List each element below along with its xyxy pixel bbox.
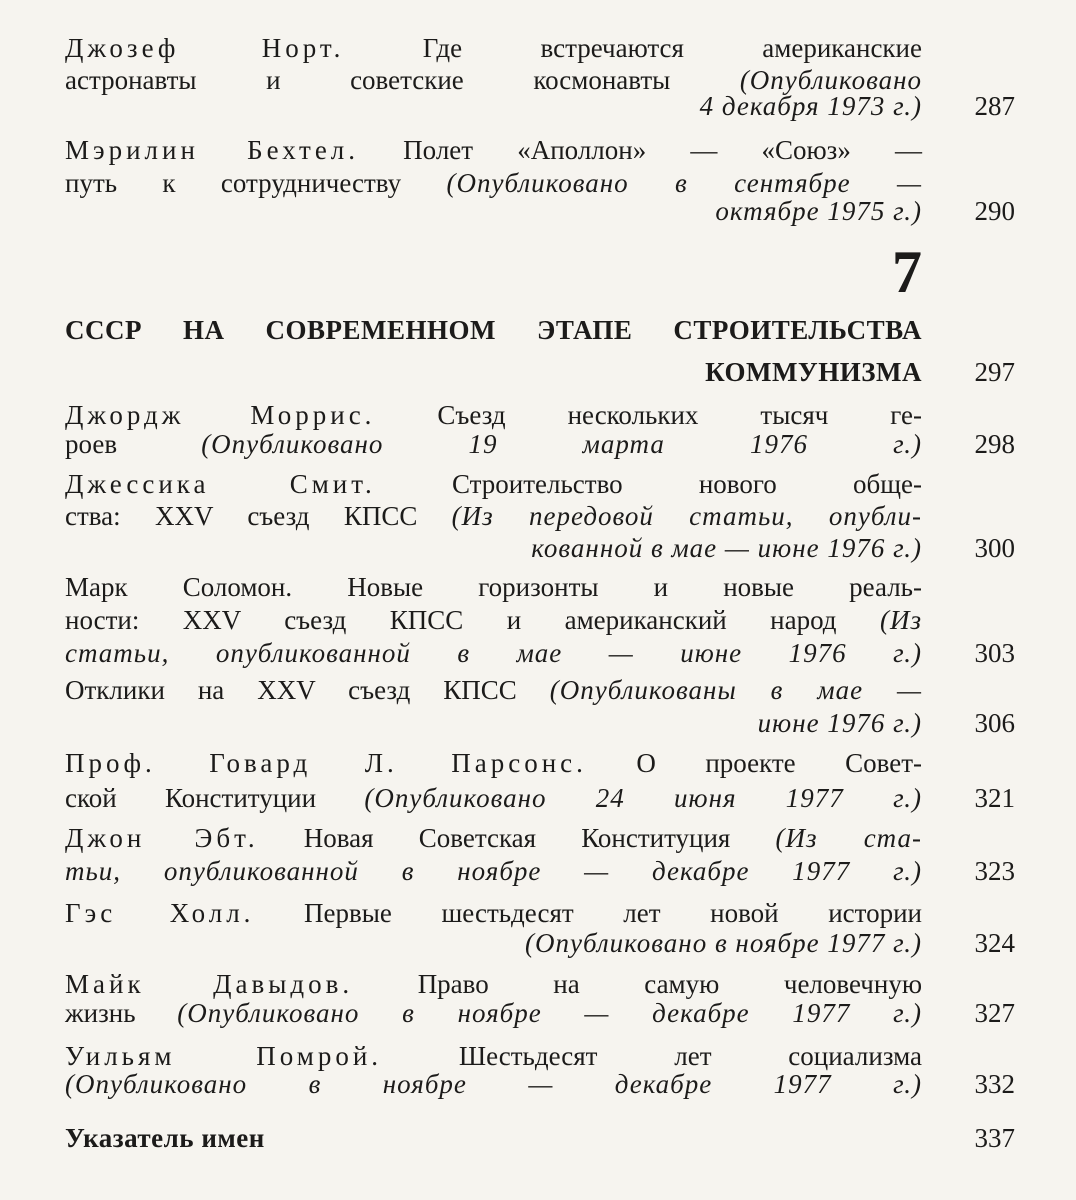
page-number: 332 [974, 1069, 1015, 1099]
publication-note: кованной в мае — июне 1976 г.) [531, 533, 922, 563]
toc-line [65, 1121, 922, 1155]
page-number: 306 [974, 708, 1015, 738]
toc-line [65, 854, 922, 888]
publication-note: 4 декабря 1973 г.) [699, 91, 922, 121]
title-text: роев [65, 429, 202, 459]
page-number: 327 [974, 998, 1015, 1028]
author-name: Джон Эбт. [65, 823, 259, 853]
page-number: 321 [974, 783, 1015, 813]
toc-line [65, 467, 922, 501]
title-text: ства: XXV съезд КПСС [65, 501, 452, 531]
title-text: Съезд нескольких тысяч ге- [375, 400, 922, 430]
author-name: Джордж Моррис. [65, 400, 376, 430]
toc-line [65, 746, 922, 780]
page-number: 323 [974, 856, 1015, 886]
heading-text: Указатель имен [65, 1123, 265, 1153]
toc-line [65, 996, 922, 1030]
author-name: Проф. Говард Л. Парсонс. [65, 748, 587, 778]
toc-line [65, 313, 922, 347]
title-text: Новая Советская Конституция [258, 823, 776, 853]
page-number: 303 [974, 638, 1015, 668]
heading-text: СССР НА СОВРЕМЕННОМ ЭТАПЕ СТРОИТЕЛЬСТВА [65, 315, 922, 345]
author-name: Уильям Помрой. [65, 1041, 383, 1071]
toc-line [65, 781, 922, 815]
toc-line [65, 133, 922, 167]
toc-line [65, 603, 922, 637]
publication-note: июне 1976 г.) [757, 708, 922, 738]
toc-line [65, 89, 922, 123]
toc-line [65, 427, 922, 461]
publication-note: (Опубликовано 24 июня 1977 г.) [364, 783, 922, 813]
author-name: Майк Давыдов. [65, 969, 354, 999]
title-text: Первые шестьдесят лет новой истории [254, 898, 922, 928]
toc-line [65, 673, 922, 707]
title-text: Шестьдесят лет социализма [382, 1041, 922, 1071]
title-text: Где встречаются американские [344, 33, 922, 63]
publication-note: статьи, опубликованной в мае — июне 1976 г.) [65, 638, 922, 668]
toc-line [65, 821, 922, 855]
page-number: 290 [974, 196, 1015, 226]
author-name: Гэс Холл. [65, 898, 255, 928]
publication-note: октябре 1975 г.) [715, 196, 922, 226]
publication-note: (Опубликованы в мае — [549, 675, 923, 705]
page-number: 287 [974, 91, 1015, 121]
toc-line [65, 31, 922, 65]
toc-line [65, 531, 922, 565]
author-name: Мэрилин Бехтел. [65, 135, 360, 165]
title-text: Право на самую человечную [353, 969, 922, 999]
publication-note: (Опубликовано в сентябре — [446, 168, 922, 198]
toc-line [65, 706, 922, 740]
title-text: жизнь [65, 998, 178, 1028]
toc-line [65, 355, 922, 389]
title-text: Отклики на XXV съезд КПСС [65, 675, 550, 705]
toc-line [65, 194, 922, 228]
publication-note: (Опубликовано в ноябре — декабре 1977 г.) [177, 998, 922, 1028]
page-number: 298 [974, 429, 1015, 459]
toc-line [65, 926, 922, 960]
toc-line [65, 499, 922, 533]
page-number: 324 [974, 928, 1015, 958]
title-text: Новые горизонты и новые реаль- [292, 572, 922, 602]
page-number: 337 [974, 1123, 1015, 1153]
title-text: Марк Соломон. [65, 572, 293, 602]
heading-text: КОММУНИЗМА [705, 357, 922, 387]
page-number: 300 [974, 533, 1015, 563]
publication-note: (Опубликовано 19 марта 1976 г.) [201, 429, 922, 459]
toc-line [65, 896, 922, 930]
section-number: 7 [892, 239, 922, 305]
toc-line [65, 1067, 922, 1101]
title-text: О проекте Совет- [586, 748, 922, 778]
publication-note: (Опубликовано [739, 65, 922, 95]
publication-note: (Из ста- [775, 823, 922, 853]
title-text: ности: XXV съезд КПСС и американский народ [65, 605, 880, 635]
title-text: ской Конституции [65, 783, 365, 813]
title-text: Полет «Аполлон» — «Союз» — [359, 135, 922, 165]
title-text: астронавты и советские космонавты [65, 65, 740, 95]
author-name: Джессика Смит. [65, 469, 376, 499]
title-text: Строительство нового обще- [375, 469, 922, 499]
toc-line [65, 636, 922, 670]
publication-note: (Опубликовано в ноябре 1977 г.) [525, 928, 922, 958]
publication-note: тьи, опубликованной в ноябре — декабре 1977 г.) [65, 856, 922, 886]
author-name: Джозеф Норт. [65, 33, 345, 63]
publication-note: (Из [879, 605, 922, 635]
title-text: путь к сотрудничеству [65, 168, 447, 198]
toc-line [65, 570, 922, 604]
publication-note: (Из передовой статьи, опубли- [451, 501, 922, 531]
publication-note: (Опубликовано в ноябре — декабре 1977 г.) [65, 1069, 922, 1099]
page-number: 297 [974, 357, 1015, 387]
